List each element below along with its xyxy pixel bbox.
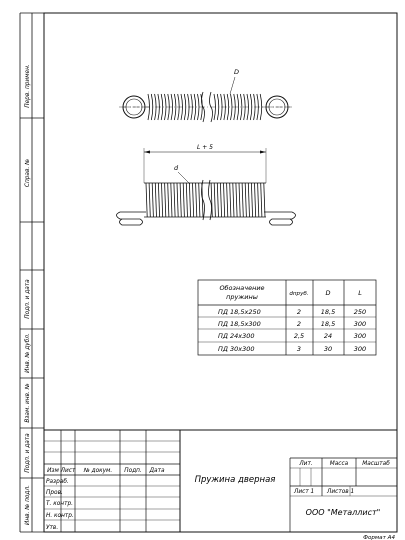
coil-turn bbox=[214, 183, 215, 217]
row-1-D: 18,5 bbox=[320, 308, 336, 316]
row-1-L: 250 bbox=[353, 308, 367, 316]
inner-frame bbox=[44, 13, 397, 532]
row-1-d: 2 bbox=[296, 308, 302, 316]
company-name: ООО "Металлист" bbox=[305, 508, 381, 517]
spring-top-view bbox=[119, 68, 292, 122]
row-1-name: ПД 18,5x250 bbox=[218, 308, 261, 316]
utv-label: Утв. bbox=[46, 525, 59, 531]
t-kontr-label: Т. контр. bbox=[46, 501, 73, 507]
coil-turn bbox=[258, 183, 259, 217]
coil-turn bbox=[189, 183, 190, 217]
coil-turn bbox=[217, 183, 218, 217]
razrab-label: Разраб. bbox=[46, 479, 69, 485]
row-3-name: ПД 24x300 bbox=[218, 332, 255, 340]
coil-turn bbox=[261, 183, 262, 217]
coil-turn bbox=[180, 183, 181, 217]
header-D: D bbox=[325, 289, 331, 297]
inv-podl-label: Инв. № подл. bbox=[25, 485, 31, 525]
row-3-d: 2,5 bbox=[293, 332, 305, 340]
coil-turn bbox=[196, 183, 197, 217]
coil-turn bbox=[193, 183, 194, 217]
coil-turn bbox=[198, 94, 200, 120]
row-3-L: 300 bbox=[353, 332, 367, 340]
format-label: Формат А4 bbox=[363, 535, 395, 540]
coil-turn bbox=[251, 183, 252, 217]
coil-turn bbox=[177, 183, 178, 217]
coil-turn bbox=[199, 183, 200, 217]
row-4-name: ПД 30x300 bbox=[218, 345, 255, 353]
side-stamp-labels bbox=[25, 64, 31, 525]
coil-turn bbox=[149, 183, 150, 217]
coil-turn bbox=[255, 183, 256, 217]
masshtab-label: Масштаб bbox=[362, 461, 390, 467]
side-left-hook bbox=[117, 212, 147, 225]
col-data: Дата bbox=[149, 468, 165, 474]
coil-turn bbox=[165, 183, 166, 217]
coil-turn bbox=[245, 183, 246, 217]
coil-turn bbox=[183, 183, 184, 217]
coil-turn bbox=[146, 183, 147, 217]
col-list: Лист bbox=[60, 468, 76, 474]
spring-side-view bbox=[117, 144, 296, 225]
coil-turn bbox=[260, 94, 262, 120]
col-izm: Изм bbox=[47, 468, 59, 474]
dim-L5-label: L + 5 bbox=[196, 144, 214, 151]
coil-turn bbox=[236, 183, 237, 217]
coil-turn bbox=[230, 183, 231, 217]
coil-turn bbox=[168, 183, 169, 217]
coil-turn bbox=[194, 94, 196, 120]
side-right-hook bbox=[264, 212, 296, 225]
coil-turn bbox=[152, 183, 153, 217]
coil-turn bbox=[233, 183, 234, 217]
coil-turn bbox=[162, 183, 163, 217]
row-4-L: 300 bbox=[353, 345, 367, 353]
coil-turn bbox=[171, 183, 172, 217]
coil-turn bbox=[174, 183, 175, 217]
podp-data-bottom-label: Подп. и дата bbox=[25, 433, 31, 473]
header-pruzhiny: пружины bbox=[226, 293, 258, 301]
n-kontr-label: Н. контр. bbox=[46, 513, 74, 519]
document-title: Пружина дверная bbox=[194, 475, 276, 485]
dim-D-label: D bbox=[234, 68, 240, 76]
massa-label: Масса bbox=[329, 461, 349, 467]
coil-turn bbox=[161, 94, 163, 120]
coil-turn bbox=[231, 94, 233, 120]
row-2-d: 2 bbox=[296, 320, 302, 328]
coil-turn bbox=[158, 183, 159, 217]
sprav-no-label: Справ. № bbox=[25, 158, 31, 188]
header-oboznachenie: Обозначение bbox=[219, 284, 265, 292]
inv-dubl-label: Инв. № дубл. bbox=[25, 333, 31, 373]
vzam-inv-label: Взам. инв. № bbox=[25, 383, 31, 423]
header-L: L bbox=[358, 289, 362, 297]
coil-turn bbox=[165, 94, 167, 120]
row-4-D: 30 bbox=[323, 345, 333, 353]
side-stamp bbox=[20, 13, 44, 532]
sheet-label: Лист 1 bbox=[294, 489, 315, 495]
row-4-d: 3 bbox=[296, 345, 302, 353]
coil-turn bbox=[242, 183, 243, 217]
header-d-prub: dпруб. bbox=[289, 291, 309, 297]
perv-primen-label: Перв. примен. bbox=[25, 64, 31, 108]
row-2-D: 18,5 bbox=[320, 320, 336, 328]
lit-label: Лит. bbox=[299, 461, 313, 467]
row-2-name: ПД 18,5x300 bbox=[218, 320, 261, 328]
row-3-D: 24 bbox=[323, 332, 333, 340]
dim-d-label: d bbox=[174, 164, 179, 172]
prov-label: Пров. bbox=[46, 490, 63, 496]
col-podp: Подп. bbox=[124, 468, 142, 474]
col-dokum: № докум. bbox=[83, 468, 113, 474]
podp-data-top-label: Подп. и дата bbox=[25, 279, 31, 319]
row-2-L: 300 bbox=[353, 320, 367, 328]
coil-turn bbox=[239, 183, 240, 217]
coil-turn bbox=[155, 183, 156, 217]
sheets-label: Листов 1 bbox=[327, 489, 355, 495]
coil-turn bbox=[224, 183, 225, 217]
coil-turn bbox=[227, 183, 228, 217]
coil-turn bbox=[220, 183, 221, 217]
coil-turn bbox=[248, 183, 249, 217]
coil-turn bbox=[227, 94, 229, 120]
coil-turn bbox=[186, 183, 187, 217]
